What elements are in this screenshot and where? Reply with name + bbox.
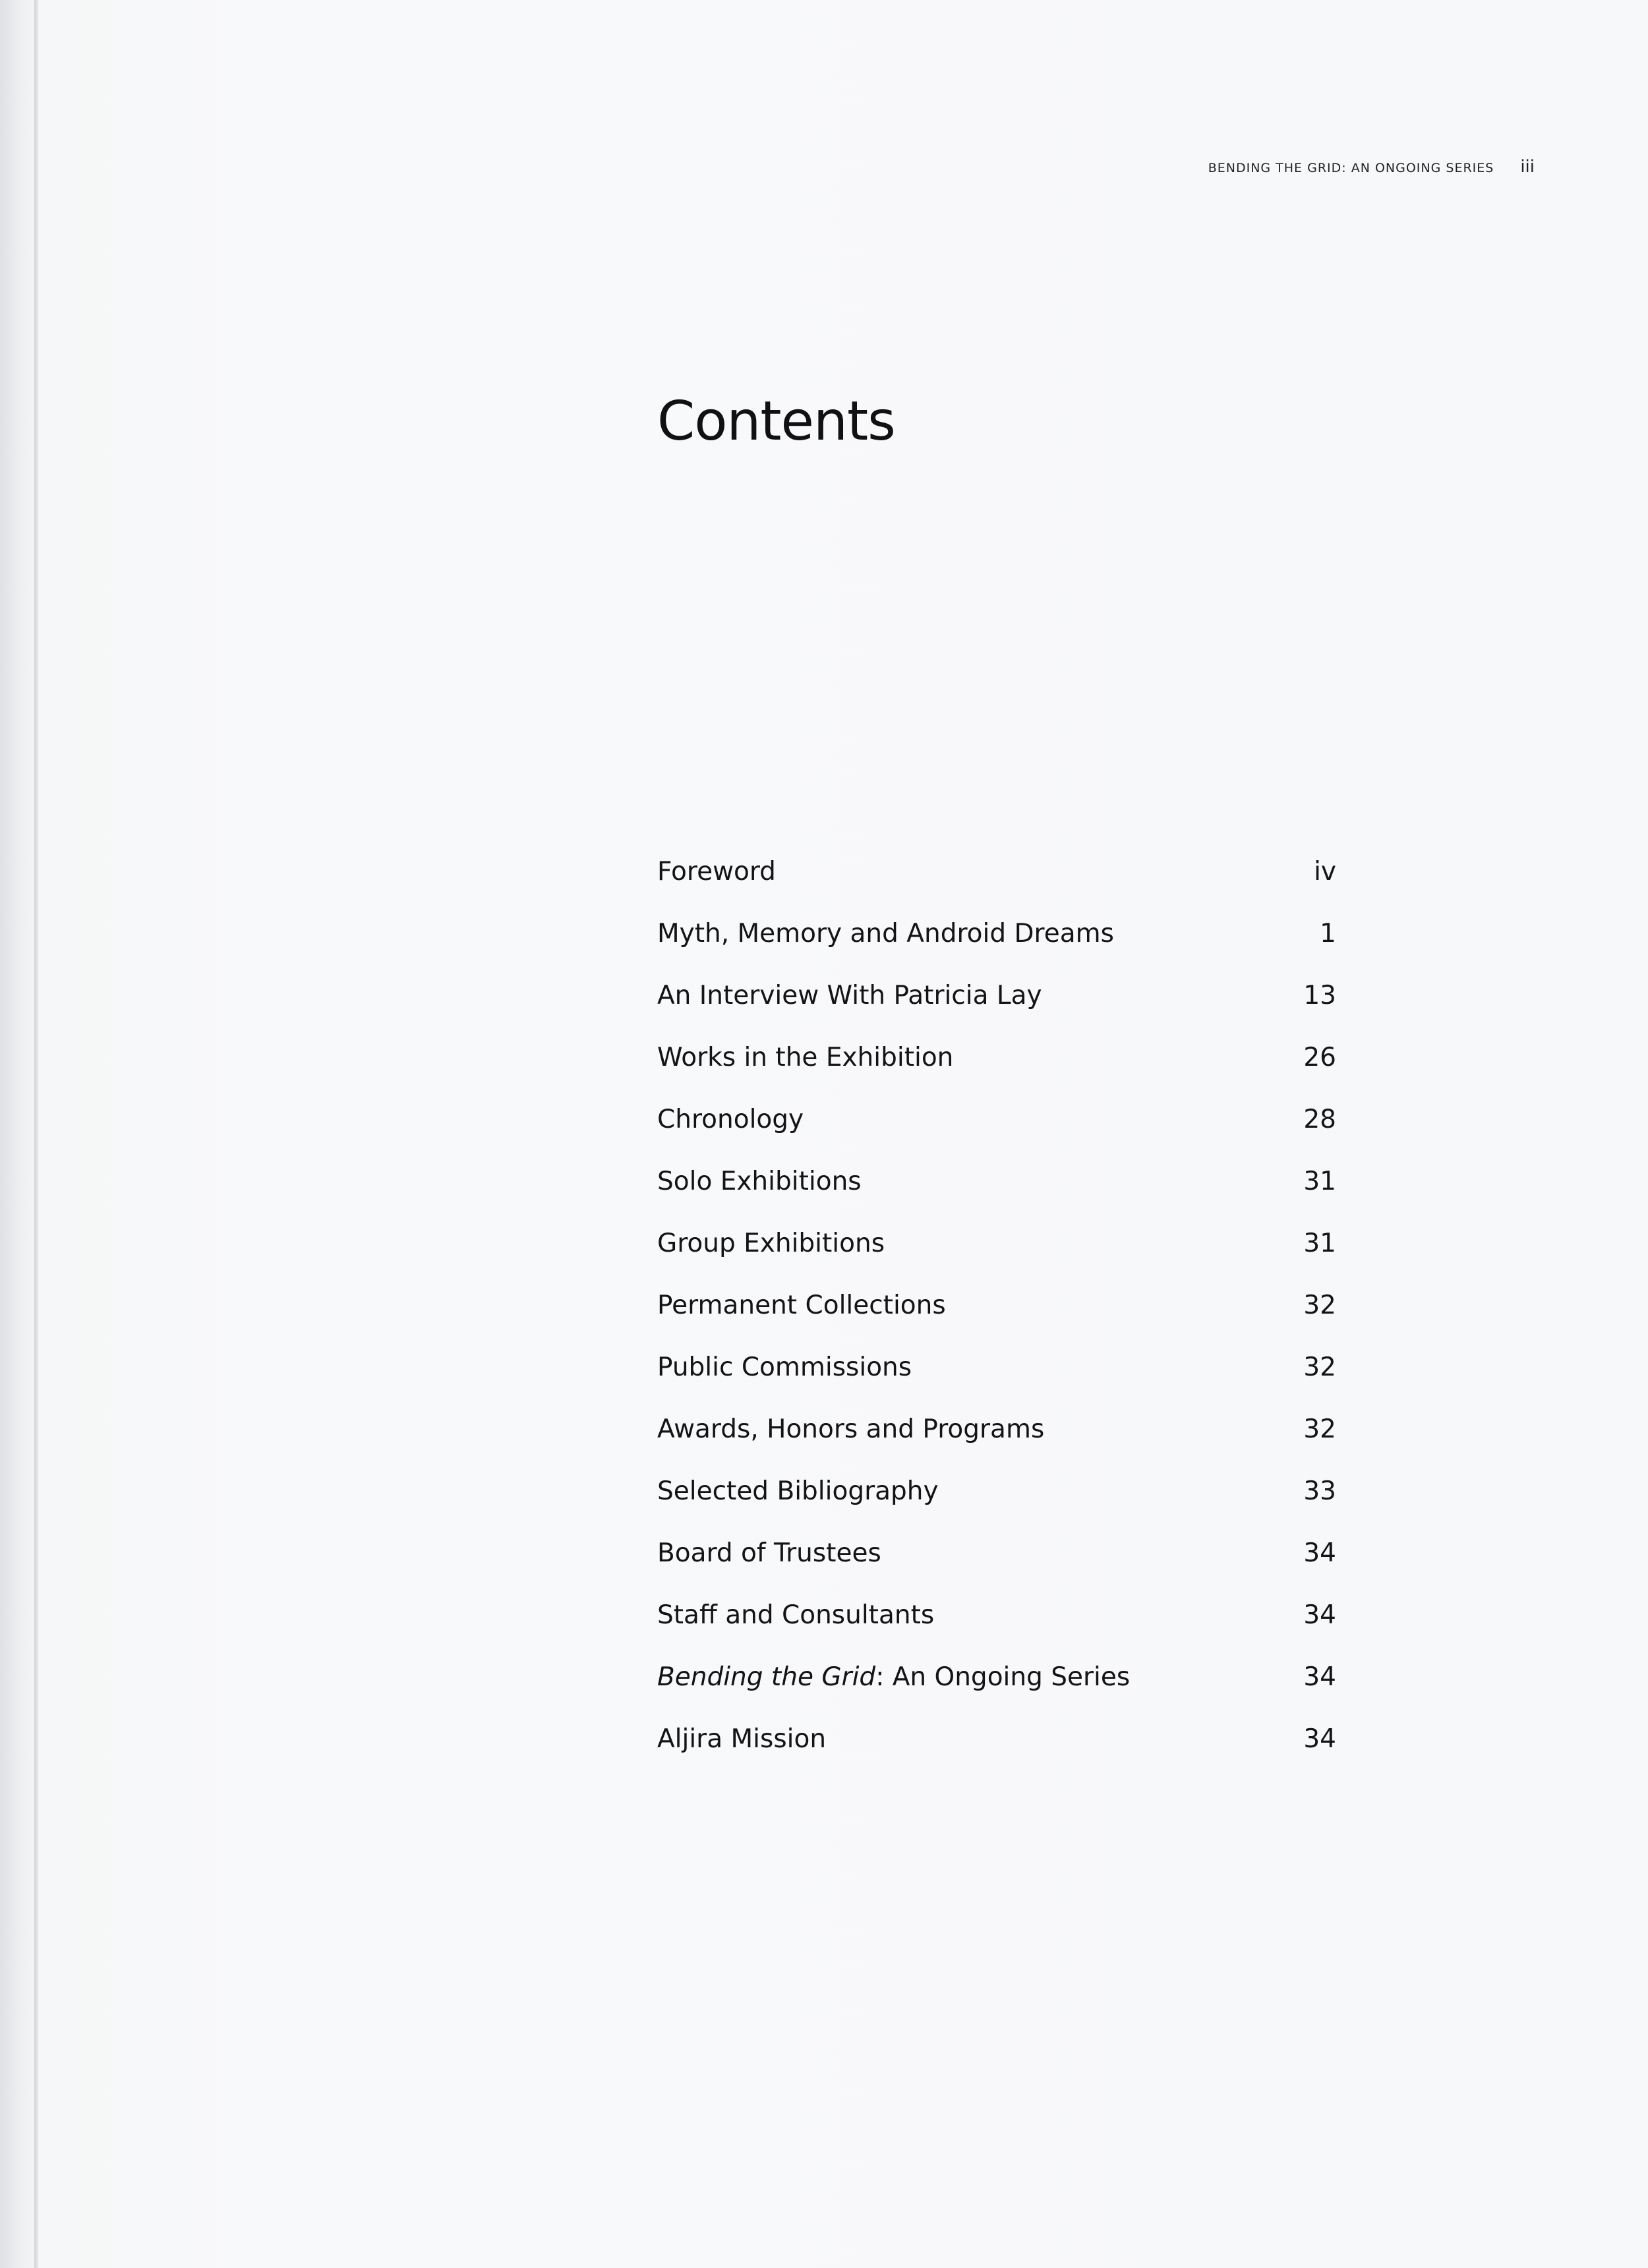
toc-entry-page: 34	[1303, 1538, 1336, 1568]
toc-entry-title: Selected Bibliography	[657, 1476, 939, 1506]
toc-entry-title: Permanent Collections	[657, 1291, 946, 1320]
toc-entry-staff	[657, 1600, 1336, 1662]
toc-entry-page: iv	[1314, 857, 1336, 887]
page-number: iii	[1520, 157, 1535, 177]
toc-entry-title: Foreword	[657, 857, 776, 887]
toc-entry-title-rest: : An Ongoing Series	[875, 1662, 1131, 1692]
toc-entry-bending-the-grid	[657, 1662, 1336, 1724]
toc-entry-interview	[657, 981, 1336, 1043]
toc-entry-page: 31	[1303, 1167, 1336, 1196]
running-head	[1208, 157, 1535, 177]
toc-entry-page: 13	[1303, 981, 1336, 1010]
toc-entry-page: 32	[1303, 1291, 1336, 1320]
toc-entry-public-commissions	[657, 1352, 1336, 1414]
toc-entry-page: 33	[1303, 1476, 1336, 1506]
toc-entry-board-of-trustees	[657, 1538, 1336, 1600]
toc-entry-page: 1	[1320, 919, 1336, 948]
toc-entry-page: 28	[1303, 1105, 1336, 1134]
toc-entry-title: Myth, Memory and Android Dreams	[657, 919, 1114, 948]
toc-entry-title: Board of Trustees	[657, 1538, 881, 1568]
toc-entry-title: Group Exhibitions	[657, 1229, 885, 1258]
toc-entry-permanent-collections	[657, 1291, 1336, 1352]
toc-entry-title-italic: Bending the Grid	[657, 1662, 876, 1692]
toc-entry-title: An Interview With Patricia Lay	[657, 981, 1042, 1010]
toc-entry-page: 32	[1303, 1414, 1336, 1444]
toc-entry-page: 34	[1303, 1724, 1336, 1754]
toc-entry-solo-exhibitions	[657, 1167, 1336, 1229]
toc-entry-title: Staff and Consultants	[657, 1600, 935, 1630]
toc-entry-awards	[657, 1414, 1336, 1476]
toc-entry-bibliography	[657, 1476, 1336, 1538]
toc-entry-title	[657, 1662, 1130, 1692]
toc-entry-page: 31	[1303, 1229, 1336, 1258]
toc-entry-page: 34	[1303, 1600, 1336, 1630]
toc-entry-page: 32	[1303, 1352, 1336, 1382]
toc-entry-title: Aljira Mission	[657, 1724, 827, 1754]
toc-entry-title: Awards, Honors and Programs	[657, 1414, 1045, 1444]
toc-entry-title: Works in the Exhibition	[657, 1043, 954, 1072]
toc-entry-title: Solo Exhibitions	[657, 1167, 862, 1196]
running-head-title: BENDING THE GRID: AN ONGOING SERIES	[1208, 161, 1494, 175]
toc-entry-works	[657, 1043, 1336, 1105]
toc-entry-page: 34	[1303, 1662, 1336, 1692]
toc-entry-foreword	[657, 857, 1336, 919]
toc-entry-myth-memory	[657, 919, 1336, 981]
toc-entry-title: Public Commissions	[657, 1352, 912, 1382]
toc-entry-title: Chronology	[657, 1105, 804, 1134]
page-title: Contents	[657, 390, 895, 453]
toc-entry-aljira-mission	[657, 1724, 1336, 1786]
binding-edge	[34, 0, 38, 2268]
toc-entry-page: 26	[1303, 1043, 1336, 1072]
toc-entry-group-exhibitions	[657, 1229, 1336, 1291]
table-of-contents	[657, 857, 1336, 1786]
toc-entry-chronology	[657, 1105, 1336, 1167]
